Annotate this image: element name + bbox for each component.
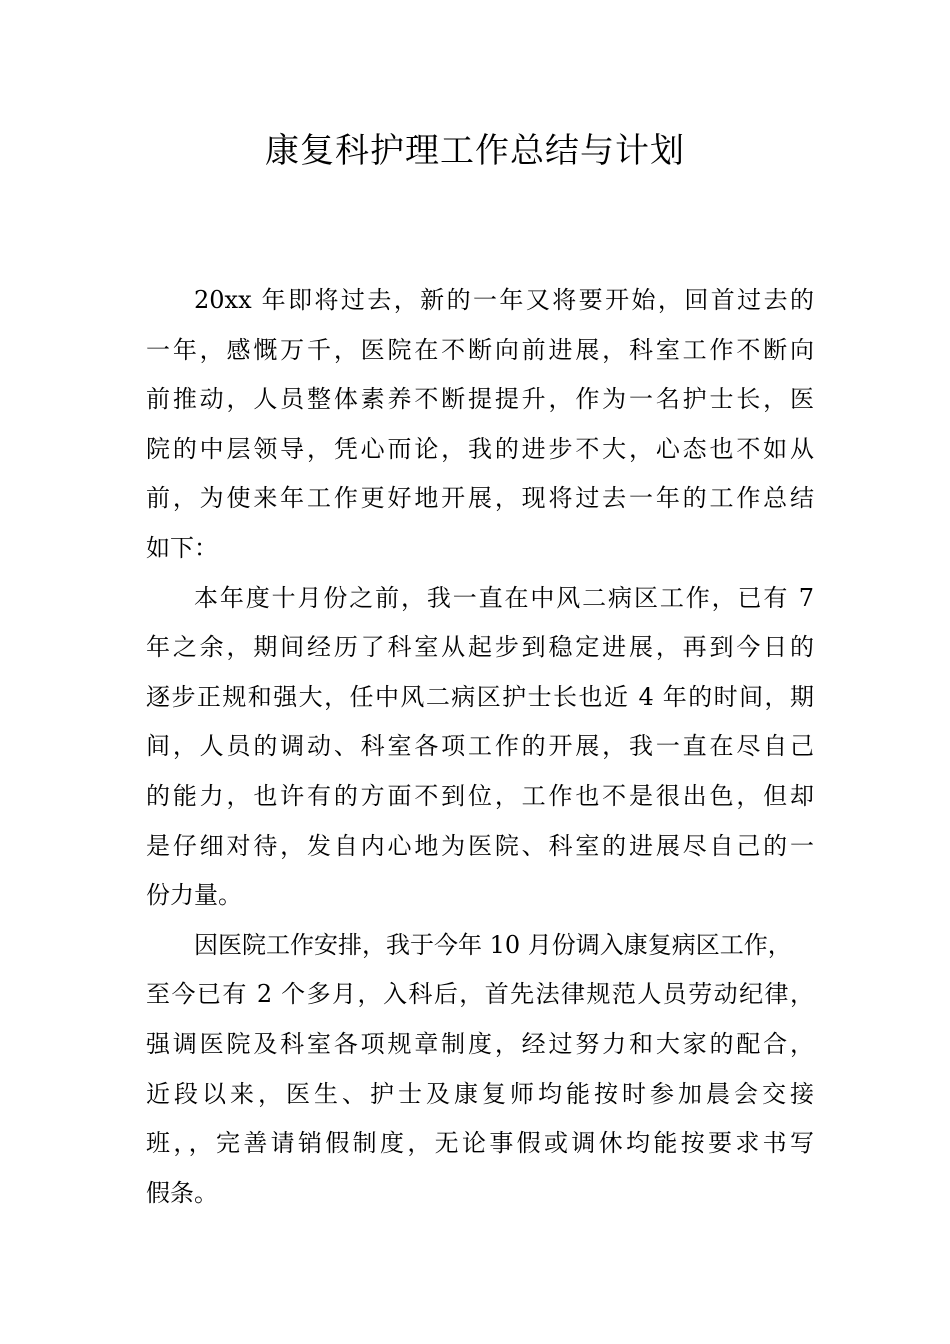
paragraph-line: 前推动，人员整体素养不断提提升，作为一名护士长，医 <box>146 385 814 414</box>
paragraph-line: 因医院工作安排，我于今年 10 月份调入康复病区工作， <box>194 930 792 959</box>
paragraph-line: 20xx 年即将过去，新的一年又将要开始，回首过去的 <box>194 286 814 314</box>
document-body <box>146 276 814 1218</box>
paragraph-line: 假条。 <box>146 1178 218 1207</box>
paragraph-line: 近段以来，医生、护士及康复师均能按时参加晨会交接 <box>146 1079 814 1108</box>
paragraph-line: 间，人员的调动、科室各项工作的开展，我一直在尽自己 <box>146 732 814 761</box>
paragraph-line: 份力量。 <box>146 881 242 910</box>
paragraph-line: 是仔细对待，发自内心地为医院、科室的进展尽自己的一 <box>146 831 814 860</box>
paragraph-line: 一年，感慨万千，医院在不断向前进展，科室工作不断向 <box>146 335 814 364</box>
paragraph-line: 如下： <box>146 533 218 562</box>
paragraph-line: 强调医院及科室各项规章制度，经过努力和大家的配合， <box>146 1029 814 1058</box>
paragraph-1 <box>146 276 814 574</box>
paragraph-3 <box>146 921 814 1219</box>
document-title: 康复科护理工作总结与计划 <box>265 131 685 171</box>
paragraph-line: 院的中层领导，凭心而论，我的进步不大，心态也不如从 <box>146 434 814 463</box>
paragraph-line: 班，，完善请销假制度，无论事假或调休均能按要求书写 <box>146 1129 814 1158</box>
paragraph-line: 逐步正规和强大，任中风二病区护士长也近 4 年的时间，期 <box>146 682 814 711</box>
paragraph-line: 至今已有 2 个多月，入科后，首先法律规范人员劳动纪律， <box>146 980 814 1009</box>
paragraph-line: 的能力，也许有的方面不到位，工作也不是很出色，但却 <box>146 781 814 810</box>
paragraph-line: 前，为使来年工作更好地开展，现将过去一年的工作总结 <box>146 484 814 513</box>
paragraph-line: 本年度十月份之前，我一直在中风二病区工作，已有 7 <box>194 583 814 612</box>
paragraph-2 <box>146 574 814 921</box>
paragraph-line: 年之余，期间经历了科室从起步到稳定进展，再到今日的 <box>146 633 814 662</box>
